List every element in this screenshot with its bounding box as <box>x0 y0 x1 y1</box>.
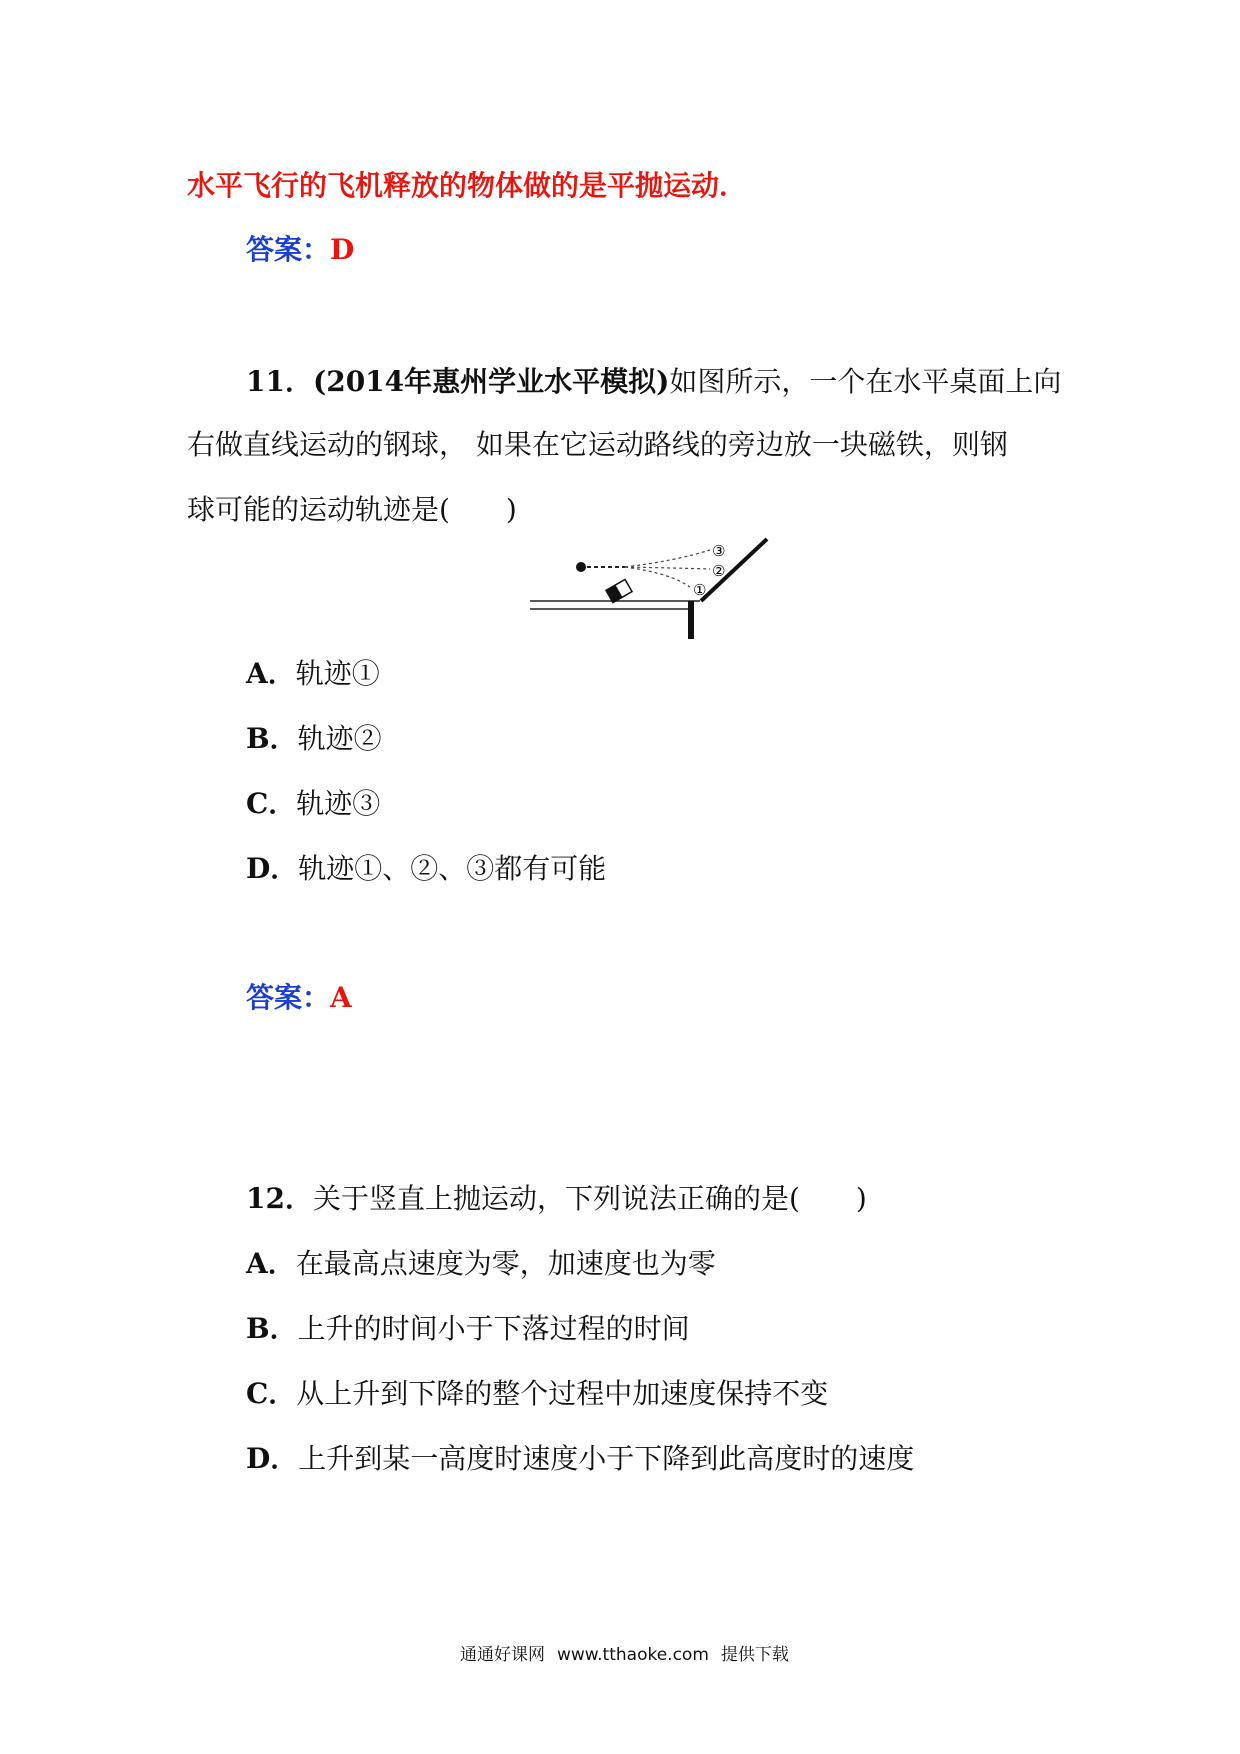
question-source: (2014年惠州学业水平模拟) <box>312 365 670 398</box>
footer-url[interactable]: www.tthaoke.com <box>557 1645 709 1665</box>
option-letter: D． <box>246 1442 299 1475</box>
table-leg <box>688 601 694 639</box>
figure-label-1: ① <box>693 581 707 599</box>
question-stem: 关于竖直上抛运动，下列说法正确的是( ) <box>312 1182 867 1215</box>
option-letter: A． <box>246 657 296 690</box>
answer-label: 答案： <box>246 233 331 266</box>
option-text: 轨迹① <box>295 657 380 690</box>
question-11-line1 <box>246 364 1061 400</box>
answer-value: A <box>330 981 352 1014</box>
question-stem-part1: 如图所示，一个在水平桌面上向 <box>669 365 1062 398</box>
option-text: 轨迹③ <box>296 787 381 820</box>
option-text: 从上升到下降的整个过程中加速度保持不变 <box>296 1377 829 1410</box>
option-letter: C． <box>246 787 297 820</box>
question-number: 12． <box>246 1182 313 1215</box>
option-text: 上升到某一高度时速度小于下降到此高度时的速度 <box>298 1442 915 1475</box>
explanation-text: 水平飞行的飞机释放的物体做的是平抛运动． <box>187 169 748 202</box>
footer-suffix: 提供下载 <box>720 1645 789 1665</box>
option-12-b <box>246 1311 690 1347</box>
trajectory-figure <box>525 535 775 640</box>
question-number: 11． <box>246 365 313 398</box>
option-letter: C． <box>246 1377 297 1410</box>
footer-site-name: 通通好课网 <box>460 1645 545 1665</box>
option-11-b <box>246 721 382 757</box>
table-edge-slope <box>701 539 767 601</box>
option-letter: A． <box>246 1247 296 1280</box>
question-11-line2: 右做直线运动的钢球， 如果在它运动路线的旁边放一块磁铁，则钢 <box>187 428 1008 461</box>
option-12-a <box>246 1246 716 1282</box>
option-11-a <box>246 656 380 692</box>
trajectory-1 <box>625 567 690 587</box>
option-letter: D． <box>246 852 299 885</box>
magnet <box>606 579 632 602</box>
steel-ball <box>576 562 586 572</box>
answer-label: 答案： <box>246 981 331 1014</box>
answer-value: D <box>330 233 355 266</box>
option-11-d <box>246 851 606 887</box>
option-text: 在最高点速度为零，加速度也为零 <box>295 1247 716 1280</box>
option-letter: B． <box>246 1312 298 1345</box>
option-text: 轨迹② <box>297 722 382 755</box>
option-text: 轨迹①、②、③都有可能 <box>298 852 607 885</box>
question-12-stem <box>246 1181 867 1217</box>
option-letter: B． <box>246 722 298 755</box>
option-12-c <box>246 1376 828 1412</box>
figure-label-3: ③ <box>712 542 726 560</box>
answer-11 <box>246 980 352 1016</box>
option-text: 上升的时间小于下落过程的时间 <box>297 1312 690 1345</box>
option-11-c <box>246 786 380 822</box>
option-12-d <box>246 1441 914 1477</box>
question-11-line3: 球可能的运动轨迹是( ) <box>187 493 517 526</box>
trajectory-3 <box>625 550 710 567</box>
figure-label-2: ② <box>712 562 726 580</box>
answer-10 <box>246 232 354 268</box>
page-footer <box>460 1640 789 1665</box>
